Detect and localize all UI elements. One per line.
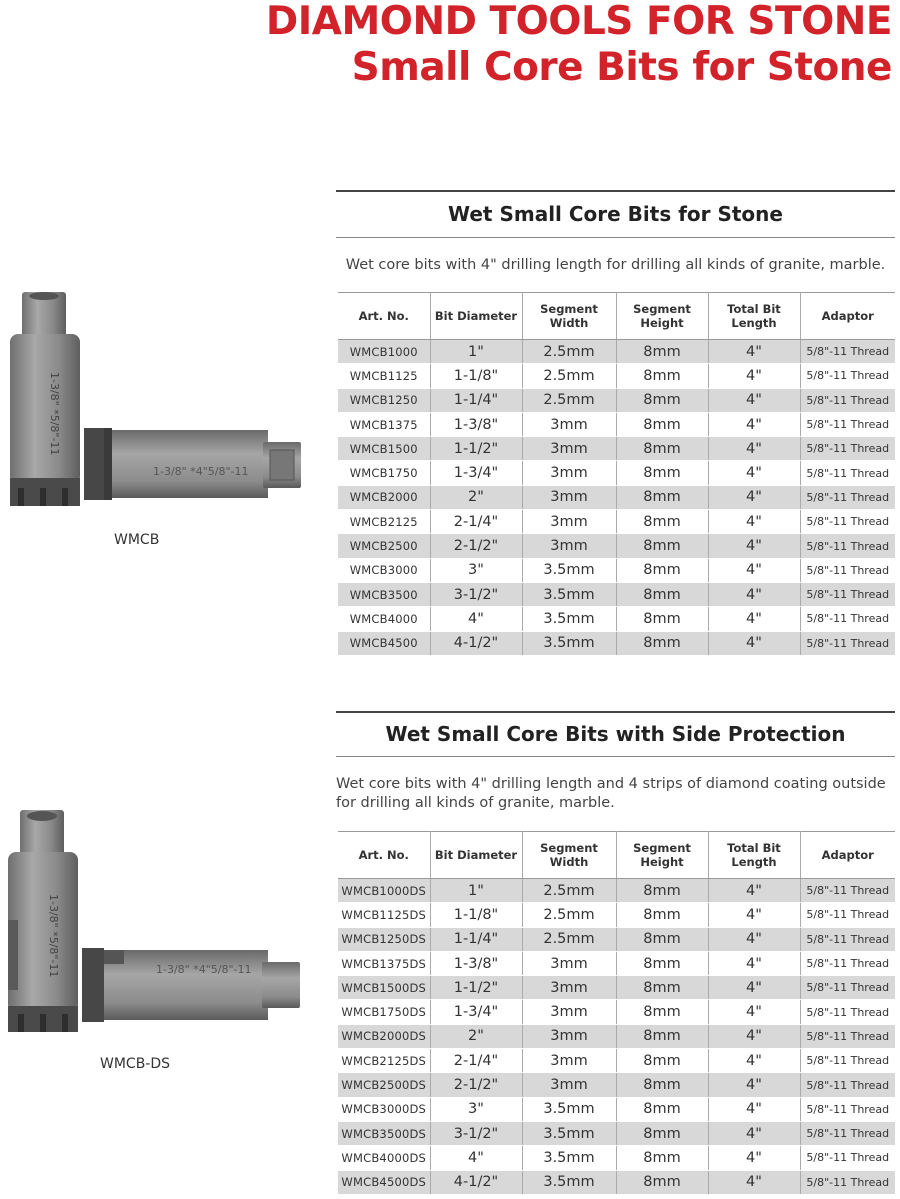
- table-cell: 2.5mm: [522, 364, 616, 388]
- wmcb-core-bit-image: [8, 292, 308, 522]
- table-cell: 5/8"-11 Thread: [800, 510, 895, 534]
- table-cell: 3mm: [522, 976, 616, 1000]
- table-cell: 4": [708, 364, 800, 388]
- table-row: [338, 1170, 895, 1194]
- section1-top-rule: [336, 190, 895, 192]
- section2-image-caption: WMCB-DS: [100, 1056, 171, 1072]
- table-cell: 5/8"-11 Thread: [800, 903, 895, 927]
- table-cell: 4": [708, 437, 800, 461]
- table-row: [338, 927, 895, 951]
- table-cell: WMCB2000DS: [338, 1024, 430, 1048]
- table-cell: WMCB1750DS: [338, 1000, 430, 1024]
- table-cell: 1-1/2": [430, 976, 522, 1000]
- table-cell: 5/8"-11 Thread: [800, 582, 895, 606]
- table-cell: WMCB1500: [338, 437, 430, 461]
- table-row: [338, 903, 895, 927]
- table-cell: 4": [708, 388, 800, 412]
- table-cell: 4": [430, 607, 522, 631]
- table-cell: WMCB1125: [338, 364, 430, 388]
- table-cell: 4": [708, 951, 800, 975]
- table-cell: 1-1/4": [430, 927, 522, 951]
- wmcb-ds-core-bit-image: [6, 810, 306, 1040]
- table-cell: 3mm: [522, 461, 616, 485]
- table-row: [338, 340, 895, 364]
- table-cell: 2-1/2": [430, 1073, 522, 1097]
- table-cell: 8mm: [616, 1097, 708, 1121]
- table-cell: 3-1/2": [430, 582, 522, 606]
- table-cell: 3mm: [522, 412, 616, 436]
- table-cell: 5/8"-11 Thread: [800, 461, 895, 485]
- table-cell: 5/8"-11 Thread: [800, 1000, 895, 1024]
- table-cell: 2-1/2": [430, 534, 522, 558]
- table-cell: WMCB2000: [338, 485, 430, 509]
- page-title: DIAMOND TOOLS FOR STONE: [265, 0, 892, 44]
- table-cell: 4-1/2": [430, 1170, 522, 1194]
- table-row: [338, 607, 895, 631]
- table-cell: 8mm: [616, 412, 708, 436]
- table-cell: 5/8"-11 Thread: [800, 1121, 895, 1145]
- table-cell: 5/8"-11 Thread: [800, 534, 895, 558]
- table-header-row: [338, 293, 895, 340]
- table-cell: WMCB3500: [338, 582, 430, 606]
- column-header: Segment Width: [522, 832, 616, 879]
- table-cell: 2-1/4": [430, 510, 522, 534]
- table-cell: 4": [708, 1170, 800, 1194]
- table-row: [338, 1073, 895, 1097]
- table-cell: 4": [708, 510, 800, 534]
- table-cell: 3-1/2": [430, 1121, 522, 1145]
- table-row: [338, 412, 895, 436]
- table-cell: 4": [708, 558, 800, 582]
- table-cell: WMCB1750: [338, 461, 430, 485]
- table-cell: 5/8"-11 Thread: [800, 1170, 895, 1194]
- table-cell: 4": [708, 412, 800, 436]
- section1-description: Wet core bits with 4" drilling length for drilling all kinds of granite, marble.: [345, 257, 886, 273]
- table-cell: 8mm: [616, 631, 708, 655]
- table-cell: WMCB1000: [338, 340, 430, 364]
- table-cell: 4": [708, 976, 800, 1000]
- table-cell: 5/8"-11 Thread: [800, 558, 895, 582]
- table-cell: 3mm: [522, 510, 616, 534]
- table-cell: 5/8"-11 Thread: [800, 976, 895, 1000]
- table-cell: 2": [430, 485, 522, 509]
- table-cell: WMCB4500DS: [338, 1170, 430, 1194]
- horizontal-bit-engraving: 1-3/8" *4"5/8"-11: [156, 963, 252, 976]
- section1-spec-table: [338, 292, 895, 656]
- table-cell: 5/8"-11 Thread: [800, 388, 895, 412]
- vertical-bit-engraving: 1-3/8" *5/8"-11: [48, 372, 61, 456]
- table-cell: WMCB1375DS: [338, 951, 430, 975]
- table-row: [338, 461, 895, 485]
- table-cell: 8mm: [616, 1024, 708, 1048]
- table-body: [338, 879, 895, 1195]
- table-cell: 1-1/2": [430, 437, 522, 461]
- table-cell: 8mm: [616, 1170, 708, 1194]
- table-cell: 2.5mm: [522, 879, 616, 903]
- table-row: [338, 510, 895, 534]
- table-cell: 4": [708, 534, 800, 558]
- table-cell: 8mm: [616, 340, 708, 364]
- table-cell: 2.5mm: [522, 388, 616, 412]
- table-cell: 8mm: [616, 1049, 708, 1073]
- table-cell: 1-3/8": [430, 412, 522, 436]
- table-cell: 4-1/2": [430, 631, 522, 655]
- table-cell: 3mm: [522, 437, 616, 461]
- table-cell: 5/8"-11 Thread: [800, 437, 895, 461]
- table-cell: WMCB4500: [338, 631, 430, 655]
- table-cell: 8mm: [616, 388, 708, 412]
- table-cell: WMCB2500DS: [338, 1073, 430, 1097]
- table-cell: 8mm: [616, 364, 708, 388]
- table-row: [338, 879, 895, 903]
- table-cell: 4": [708, 485, 800, 509]
- table-cell: 8mm: [616, 1121, 708, 1145]
- table-cell: 8mm: [616, 510, 708, 534]
- table-cell: 4": [708, 607, 800, 631]
- table-cell: 3.5mm: [522, 1170, 616, 1194]
- table-row: [338, 558, 895, 582]
- table-cell: 4": [708, 1049, 800, 1073]
- table-cell: 2.5mm: [522, 927, 616, 951]
- section2-top-rule: [336, 711, 895, 713]
- table-cell: WMCB1250: [338, 388, 430, 412]
- table-cell: 5/8"-11 Thread: [800, 412, 895, 436]
- table-cell: 5/8"-11 Thread: [800, 951, 895, 975]
- table-cell: 5/8"-11 Thread: [800, 1146, 895, 1170]
- column-header: Art. No.: [338, 832, 430, 879]
- table-cell: 8mm: [616, 437, 708, 461]
- table-cell: 8mm: [616, 485, 708, 509]
- section2-title: Wet Small Core Bits with Side Protection: [385, 722, 846, 746]
- table-cell: 5/8"-11 Thread: [800, 1024, 895, 1048]
- table-cell: 8mm: [616, 951, 708, 975]
- table-cell: 3mm: [522, 534, 616, 558]
- table-cell: WMCB4000DS: [338, 1146, 430, 1170]
- page-subtitle: Small Core Bits for Stone: [351, 45, 892, 90]
- table-cell: 1": [430, 340, 522, 364]
- table-row: [338, 631, 895, 655]
- table-cell: 3.5mm: [522, 1146, 616, 1170]
- table-row: [338, 388, 895, 412]
- table-cell: 8mm: [616, 976, 708, 1000]
- section1-title-rule: [336, 237, 895, 238]
- section1-title: Wet Small Core Bits for Stone: [448, 202, 783, 226]
- table-cell: 4": [708, 1097, 800, 1121]
- table-cell: WMCB3000DS: [338, 1097, 430, 1121]
- table-cell: 8mm: [616, 607, 708, 631]
- table-row: [338, 1097, 895, 1121]
- table-cell: 1-3/4": [430, 461, 522, 485]
- column-header: Art. No.: [338, 293, 430, 340]
- table-cell: 8mm: [616, 1073, 708, 1097]
- table-cell: WMCB2500: [338, 534, 430, 558]
- table-cell: 8mm: [616, 879, 708, 903]
- section2-title-rule: [336, 756, 895, 757]
- table-cell: 4": [430, 1146, 522, 1170]
- table-cell: WMCB1125DS: [338, 903, 430, 927]
- table-row: [338, 1049, 895, 1073]
- table-cell: 8mm: [616, 461, 708, 485]
- table-cell: 4": [708, 903, 800, 927]
- table-row: [338, 1146, 895, 1170]
- table-cell: 4": [708, 879, 800, 903]
- column-header: Total Bit Length: [708, 293, 800, 340]
- table-cell: 1-1/8": [430, 903, 522, 927]
- table-cell: 8mm: [616, 903, 708, 927]
- table-cell: 4": [708, 1146, 800, 1170]
- column-header: Adaptor: [800, 293, 895, 340]
- table-cell: WMCB1000DS: [338, 879, 430, 903]
- column-header: Bit Diameter: [430, 293, 522, 340]
- table-cell: 5/8"-11 Thread: [800, 631, 895, 655]
- table-row: [338, 534, 895, 558]
- table-row: [338, 1000, 895, 1024]
- table-row: [338, 951, 895, 975]
- table-cell: 5/8"-11 Thread: [800, 879, 895, 903]
- table-cell: 4": [708, 1121, 800, 1145]
- table-row: [338, 1024, 895, 1048]
- table-cell: 5/8"-11 Thread: [800, 1073, 895, 1097]
- table-cell: 3.5mm: [522, 607, 616, 631]
- table-cell: 8mm: [616, 927, 708, 951]
- table-cell: 2-1/4": [430, 1049, 522, 1073]
- table-cell: 1-1/4": [430, 388, 522, 412]
- table-cell: 8mm: [616, 534, 708, 558]
- table-cell: 3mm: [522, 1000, 616, 1024]
- table-cell: 4": [708, 1024, 800, 1048]
- column-header: Segment Height: [616, 832, 708, 879]
- table-cell: 3.5mm: [522, 1097, 616, 1121]
- table-cell: WMCB1500DS: [338, 976, 430, 1000]
- table-row: [338, 976, 895, 1000]
- column-header: Adaptor: [800, 832, 895, 879]
- table-cell: 5/8"-11 Thread: [800, 927, 895, 951]
- column-header: Segment Height: [616, 293, 708, 340]
- table-cell: 1-3/8": [430, 951, 522, 975]
- table-row: [338, 485, 895, 509]
- table-cell: 4": [708, 340, 800, 364]
- table-cell: 5/8"-11 Thread: [800, 607, 895, 631]
- table-cell: 3mm: [522, 1049, 616, 1073]
- table-cell: 3mm: [522, 485, 616, 509]
- column-header: Bit Diameter: [430, 832, 522, 879]
- table-cell: 3.5mm: [522, 631, 616, 655]
- table-row: [338, 364, 895, 388]
- table-cell: WMCB1375: [338, 412, 430, 436]
- table-cell: 2.5mm: [522, 340, 616, 364]
- table-cell: WMCB3500DS: [338, 1121, 430, 1145]
- table-cell: WMCB2125: [338, 510, 430, 534]
- table-cell: 1-1/8": [430, 364, 522, 388]
- table-cell: 3": [430, 558, 522, 582]
- table-cell: 3": [430, 1097, 522, 1121]
- column-header: Segment Width: [522, 293, 616, 340]
- section2-spec-table: [338, 831, 895, 1195]
- table-cell: 3mm: [522, 1024, 616, 1048]
- table-cell: 3mm: [522, 951, 616, 975]
- table-cell: 3.5mm: [522, 582, 616, 606]
- table-cell: 4": [708, 927, 800, 951]
- table-cell: 2.5mm: [522, 903, 616, 927]
- table-cell: 5/8"-11 Thread: [800, 1049, 895, 1073]
- table-cell: 3mm: [522, 1073, 616, 1097]
- table-cell: 8mm: [616, 1000, 708, 1024]
- table-body: [338, 340, 895, 656]
- column-header: Total Bit Length: [708, 832, 800, 879]
- table-cell: 1-3/4": [430, 1000, 522, 1024]
- table-cell: WMCB2125DS: [338, 1049, 430, 1073]
- table-cell: 3.5mm: [522, 1121, 616, 1145]
- table-row: [338, 437, 895, 461]
- table-cell: 5/8"-11 Thread: [800, 1097, 895, 1121]
- table-cell: 5/8"-11 Thread: [800, 485, 895, 509]
- table-cell: 4": [708, 582, 800, 606]
- vertical-bit-engraving: 1-3/8" *5/8"-11: [47, 894, 60, 978]
- table-cell: WMCB3000: [338, 558, 430, 582]
- section1-image-caption: WMCB: [114, 532, 160, 548]
- table-cell: 1": [430, 879, 522, 903]
- table-row: [338, 582, 895, 606]
- table-cell: 5/8"-11 Thread: [800, 364, 895, 388]
- table-cell: 4": [708, 1073, 800, 1097]
- table-cell: 8mm: [616, 582, 708, 606]
- table-cell: WMCB4000: [338, 607, 430, 631]
- table-row: [338, 1121, 895, 1145]
- table-header-row: [338, 832, 895, 879]
- table-cell: 3.5mm: [522, 558, 616, 582]
- table-cell: 4": [708, 461, 800, 485]
- table-cell: 2": [430, 1024, 522, 1048]
- table-cell: 8mm: [616, 1146, 708, 1170]
- table-cell: 4": [708, 631, 800, 655]
- table-cell: 8mm: [616, 558, 708, 582]
- horizontal-bit-engraving: 1-3/8" *4"5/8"-11: [153, 465, 249, 478]
- table-cell: 5/8"-11 Thread: [800, 340, 895, 364]
- table-cell: WMCB1250DS: [338, 927, 430, 951]
- table-cell: 4": [708, 1000, 800, 1024]
- section2-description: Wet core bits with 4" drilling length and 4 strips of diamond coating outside for drilling all kinds of granite, marble.: [336, 776, 886, 811]
